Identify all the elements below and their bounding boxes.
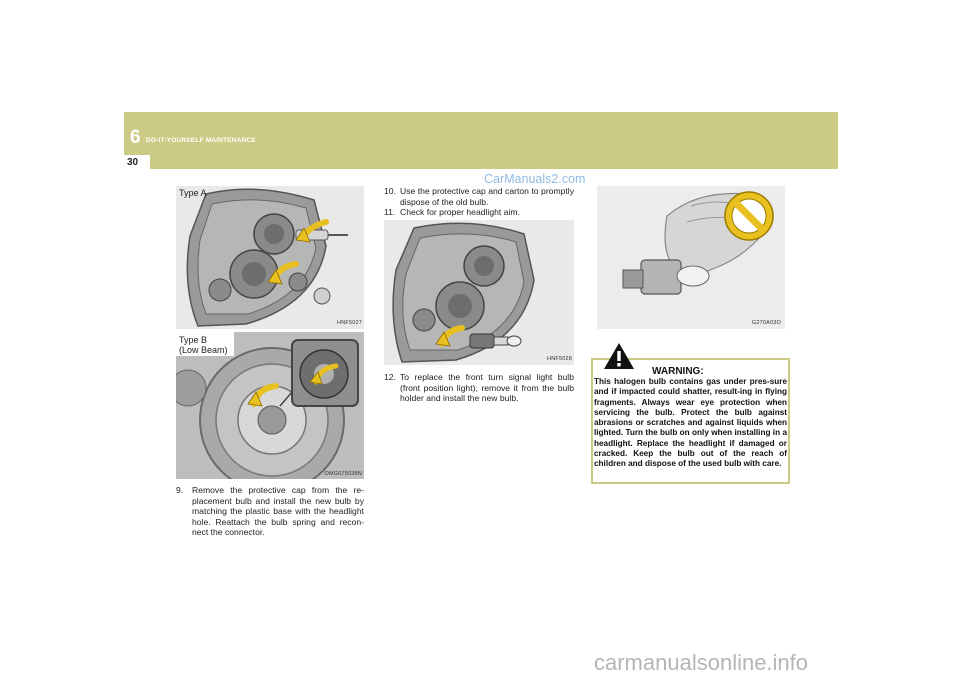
headlight-type-a-illustration (176, 186, 364, 329)
figure-turn-signal (384, 220, 574, 365)
step-10-number: 10. (384, 186, 396, 196)
halogen-bulb-illustration (597, 186, 785, 329)
step-11 (384, 207, 574, 218)
step-9 (176, 485, 364, 538)
turn-signal-bulb-illustration (384, 220, 574, 365)
step-11-text: Check for proper headlight aim. (400, 207, 520, 217)
chapter-number: 6 (130, 127, 141, 148)
step-12-text: To replace the front turn signal light bulb (front position light), remove it from the bulb holder and install the new bulb. (400, 372, 574, 404)
figure-label-type-b (179, 335, 228, 355)
step-10-text: Use the protective cap and carton to promptly dispose of the old bulb. (400, 186, 574, 207)
warning-text: This halogen bulb contains gas under pres-sure and if impacted could shatter, result-ing in flying fragments. Always wear eye protection when servicing the bulb. Protect the bulb against abrasions or scratches and against liquids when lighted. Turn the bulb on only when installing in a headlight. Replace the headlight if damaged or cracked. Keep the bulb out of the reach of children and dispose of the used bulb with care. (594, 377, 787, 469)
warning-title: WARNING: (652, 366, 704, 377)
figure-halogen-bulb (597, 186, 785, 329)
step-12-number: 12. (384, 372, 396, 382)
watermark-bottom[interactable]: carmanualsonline.info (594, 650, 809, 675)
chapter-title: DO-IT-YOURSELF MAINTENANCE (146, 137, 256, 144)
step-9-number: 9. (176, 485, 184, 495)
step-12 (384, 372, 574, 404)
figure-code-turn-signal: HNF5028 (547, 356, 572, 362)
step-9-text: Remove the protective cap from the re-placement bulb and install the new bulb by matching the plastic base with the headlight hole. Reattach the bulb spring and recon-nect the connector. (192, 485, 364, 538)
figure-label-type-b-line1: Type B (179, 335, 208, 345)
figure-label-type-b-line2: (Low Beam) (179, 345, 228, 355)
figure-code-halogen: G270A03O (751, 320, 781, 326)
figure-type-a (176, 186, 364, 329)
warning-icon (603, 342, 635, 370)
page-number: 30 (127, 157, 139, 168)
figure-label-type-a: Type A (179, 188, 207, 198)
figure-code-type-a: HNF5027 (337, 320, 362, 326)
watermark-top[interactable]: CarManuals2.com (484, 172, 586, 186)
figure-code-type-b: OMG075038N (324, 471, 362, 477)
step-10 (384, 186, 574, 207)
step-11-number: 11. (384, 207, 396, 217)
